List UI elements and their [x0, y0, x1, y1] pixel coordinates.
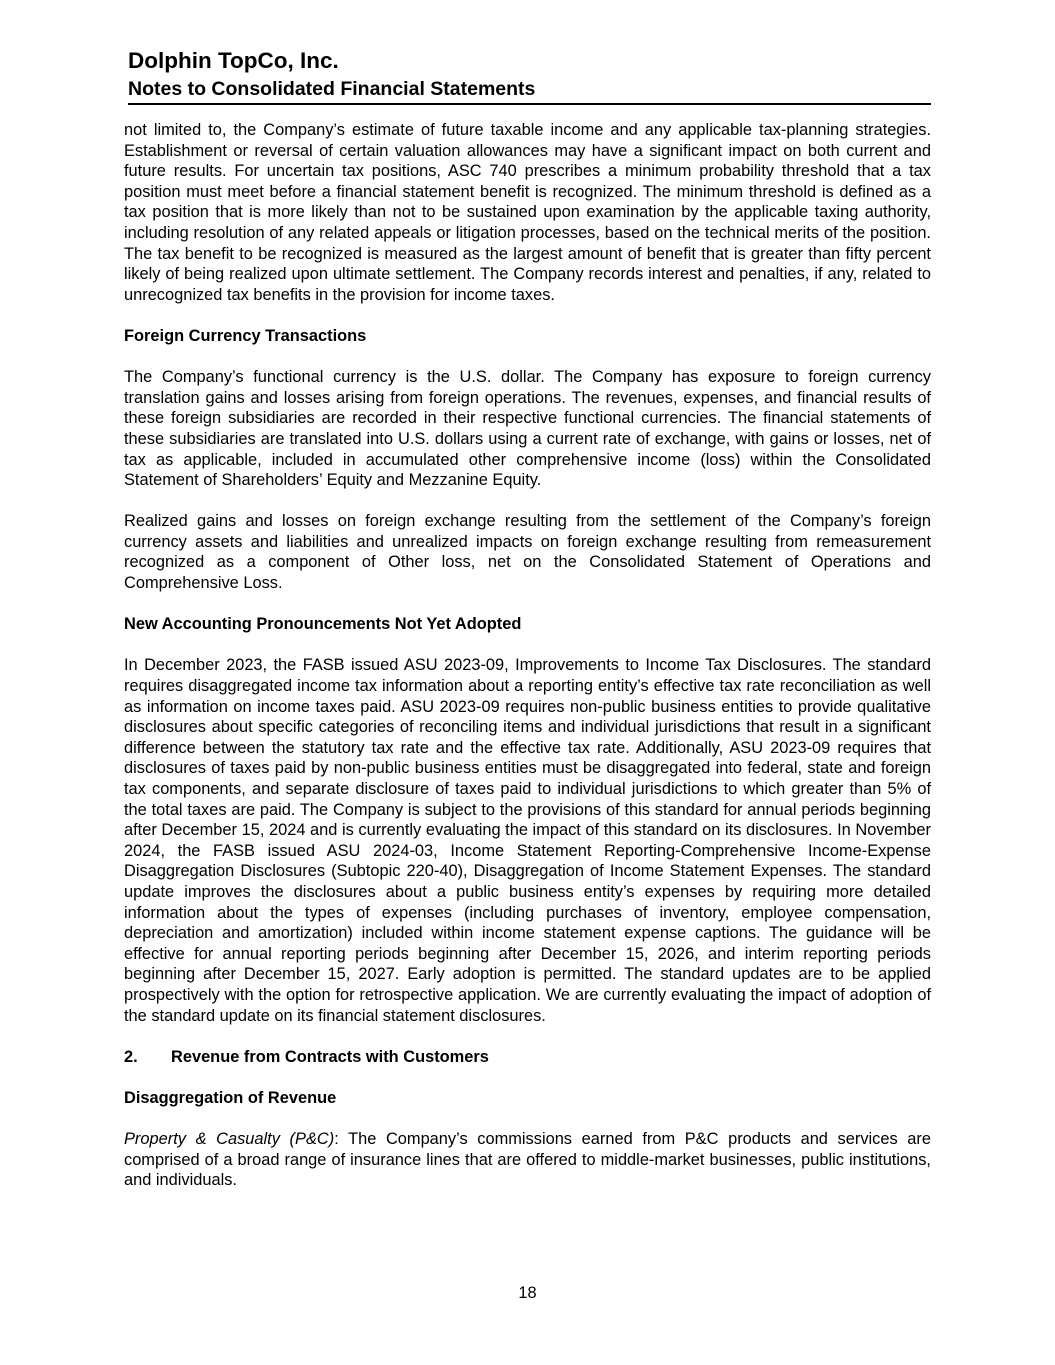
section-title: Revenue from Contracts with Customers: [171, 1047, 489, 1066]
heading-new-pronouncements: New Accounting Pronouncements Not Yet Adopted: [124, 615, 522, 634]
document-subtitle: Notes to Consolidated Financial Statements: [128, 76, 931, 105]
paragraph-property-casualty: [124, 1129, 931, 1191]
paragraph-asu-updates: In December 2023, the FASB issued ASU 2023-09, Improvements to Income Tax Disclosures. The standard requires disaggregated income tax information about a reporting entity’s effective tax rate reconciliation as well as information on income taxes paid. ASU 2023-09 requires non-public business entities to provide qualitative disclosures about specific categories of reconciling items and individual jurisdictions that result in a significant difference between the statutory tax rate and the effective tax rate. Additionally, ASU 2023-09 requires that disclosures of taxes paid by non-public business entities must be disaggregated into federal, state and foreign tax components, and separate disclosure of taxes paid to individual jurisdictions to which greater than 5% of the total taxes are paid. The Company is subject to the provisions of this standard for annual periods beginning after December 15, 2024 and is currently evaluating the impact of this standard on its disclosures. In November 2024, the FASB issued ASU 2024-03, Income Statement Reporting-Comprehensive Income-Expense Disaggregation Disclosures (Subtopic 220-40), Disaggregation of Income Statement Expenses. The standard update improves the disclosures about a public business entity’s expenses by requiring more detailed information about the types of expenses (including purchases of inventory, employee compensation, depreciation and amortization) included within income statement expense captions. The guidance will be effective for annual reporting periods beginning after December 15, 2026, and interim reporting periods beginning after December 15, 2027. Early adoption is permitted. The standard updates are to be applied prospectively with the option for retrospective application. We are currently evaluating the impact of adoption of the standard update on its financial statement disclosures.: [124, 656, 931, 1025]
document-body: [124, 120, 931, 1211]
heading-foreign-currency: Foreign Currency Transactions: [124, 326, 367, 345]
page-number: 18: [518, 1284, 537, 1302]
company-name: Dolphin TopCo, Inc.: [128, 48, 339, 73]
paragraph-functional-currency: The Company’s functional currency is the U.S. dollar. The Company has exposure to foreign currency translation gains and losses arising from foreign operations. The revenues, expenses, and financial results of these foreign subsidiaries are recorded in their respective functional currencies. The financial statements of these subsidiaries are translated into U.S. dollars using a current rate of exchange, with gains or losses, net of tax as applicable, included in accumulated other comprehensive income (loss) within the Consolidated Statement of Shareholders’ Equity and Mezzanine Equity.: [124, 368, 931, 490]
page-header: [128, 46, 931, 105]
heading-disaggregation: Disaggregation of Revenue: [124, 1088, 337, 1107]
pc-description: : The Company’s commissions earned from P&C products and services are comprised of a broad range of insurance lines that are offered to middle-market businesses, public institutions, and individuals.: [124, 1130, 931, 1190]
paragraph-income-tax-continued: not limited to, the Company’s estimate of future taxable income and any applicable tax-planning strategies. Establishment or reversal of certain valuation allowances may have a significant impact on both current and future results. For uncertain tax positions, ASC 740 prescribes a minimum probability threshold that a tax position must meet before a financial statement benefit is recognized. The minimum threshold is defined as a tax position that is more likely than not to be sustained upon examination by the applicable taxing authority, including resolution of any related appeals or litigation processes, based on the technical merits of the position. The tax benefit to be recognized is measured as the largest amount of benefit that is greater than fifty percent likely of being realized upon ultimate settlement. The Company records interest and penalties, if any, related to unrecognized tax benefits in the provision for income taxes.: [124, 121, 931, 304]
pc-lead-term: Property & Casualty (P&C): [124, 1130, 335, 1149]
paragraph-realized-gains: Realized gains and losses on foreign exchange resulting from the settlement of the Company’s foreign currency assets and liabilities and unrealized impacts on foreign exchange resulting from remeasurement recognized as a component of Other loss, net on the Consolidated Statement of Operations and Comprehensive Loss.: [124, 512, 931, 593]
section-heading-revenue: [124, 1047, 931, 1068]
section-number: 2.: [124, 1047, 138, 1066]
